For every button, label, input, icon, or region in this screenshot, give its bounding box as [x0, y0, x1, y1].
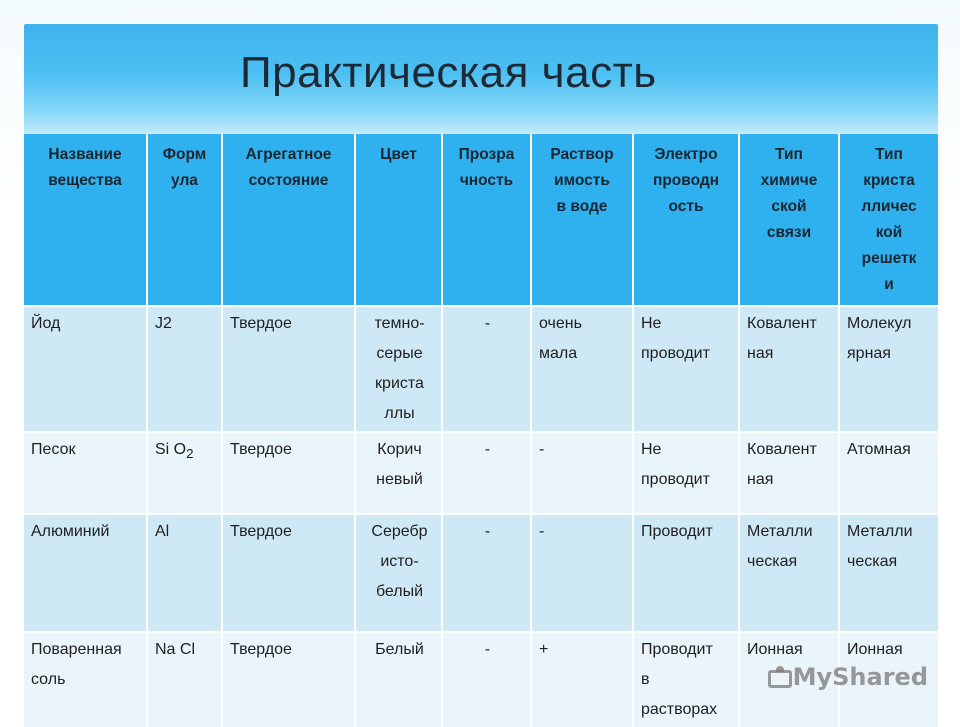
cell-formula: [147, 306, 222, 432]
cell-transparency: -: [442, 632, 531, 727]
formula-subscript: 2: [186, 446, 194, 462]
cell-name: Поваренная соль: [24, 632, 147, 727]
slide-title: Практическая часть: [240, 48, 657, 97]
header-solubility: Раствор имость в воде: [531, 134, 633, 306]
watermark: [768, 660, 928, 694]
header-state: Агрегатное состояние: [222, 134, 355, 306]
cell-formula: [147, 432, 222, 514]
formula-base: J2: [155, 315, 172, 332]
formula-base: Al: [155, 523, 170, 540]
formula-base: Na Cl: [155, 641, 196, 658]
cell-conductivity: Не проводит: [633, 306, 739, 432]
cell-solubility: -: [531, 432, 633, 514]
header-color: Цвет: [355, 134, 442, 306]
table-row: [24, 432, 938, 514]
cell-conductivity: Не проводит: [633, 432, 739, 514]
cell-transparency: -: [442, 514, 531, 632]
header-lattice: Тип криста лличес кой решетк и: [839, 134, 938, 306]
substances-table: [24, 134, 938, 727]
presentation-icon: [768, 666, 789, 688]
cell-lattice: Атомная: [839, 432, 938, 514]
cell-state: Твердое: [222, 514, 355, 632]
cell-name: Алюминий: [24, 514, 147, 632]
cell-state: Твердое: [222, 306, 355, 432]
formula-base: Si O: [155, 441, 187, 458]
cell-formula: [147, 632, 222, 727]
cell-formula: [147, 514, 222, 632]
cell-solubility: +: [531, 632, 633, 727]
table-row: [24, 514, 938, 632]
cell-state: Твердое: [222, 432, 355, 514]
cell-solubility: очень мала: [531, 306, 633, 432]
cell-transparency: -: [442, 432, 531, 514]
cell-name: Песок: [24, 432, 147, 514]
header-conductivity: Электро проводн ость: [633, 134, 739, 306]
watermark-text: MyShared: [792, 663, 928, 691]
cell-bond: Ионная: [739, 632, 839, 727]
table-row: [24, 306, 938, 432]
cell-conductivity: Проводит: [633, 514, 739, 632]
cell-bond: Металли ческая: [739, 514, 839, 632]
cell-solubility: -: [531, 514, 633, 632]
cell-lattice: Металли ческая: [839, 514, 938, 632]
cell-color: Корич невый: [355, 432, 442, 514]
cell-bond: Ковалент ная: [739, 432, 839, 514]
header-formula: Форм ула: [147, 134, 222, 306]
table-header-row: [24, 134, 938, 306]
header-transparency: Прозра чность: [442, 134, 531, 306]
header-name: Название вещества: [24, 134, 147, 306]
cell-bond: Ковалент ная: [739, 306, 839, 432]
cell-conductivity: Проводит в растворах: [633, 632, 739, 727]
cell-state: Твердое: [222, 632, 355, 727]
cell-color: Серебр исто- белый: [355, 514, 442, 632]
cell-color: темно- серые криста ллы: [355, 306, 442, 432]
cell-lattice: Молекул ярная: [839, 306, 938, 432]
header-bond: Тип химиче ской связи: [739, 134, 839, 306]
cell-transparency: -: [442, 306, 531, 432]
cell-name: Йод: [24, 306, 147, 432]
cell-color: Белый: [355, 632, 442, 727]
cell-lattice: Ионная: [839, 632, 938, 727]
